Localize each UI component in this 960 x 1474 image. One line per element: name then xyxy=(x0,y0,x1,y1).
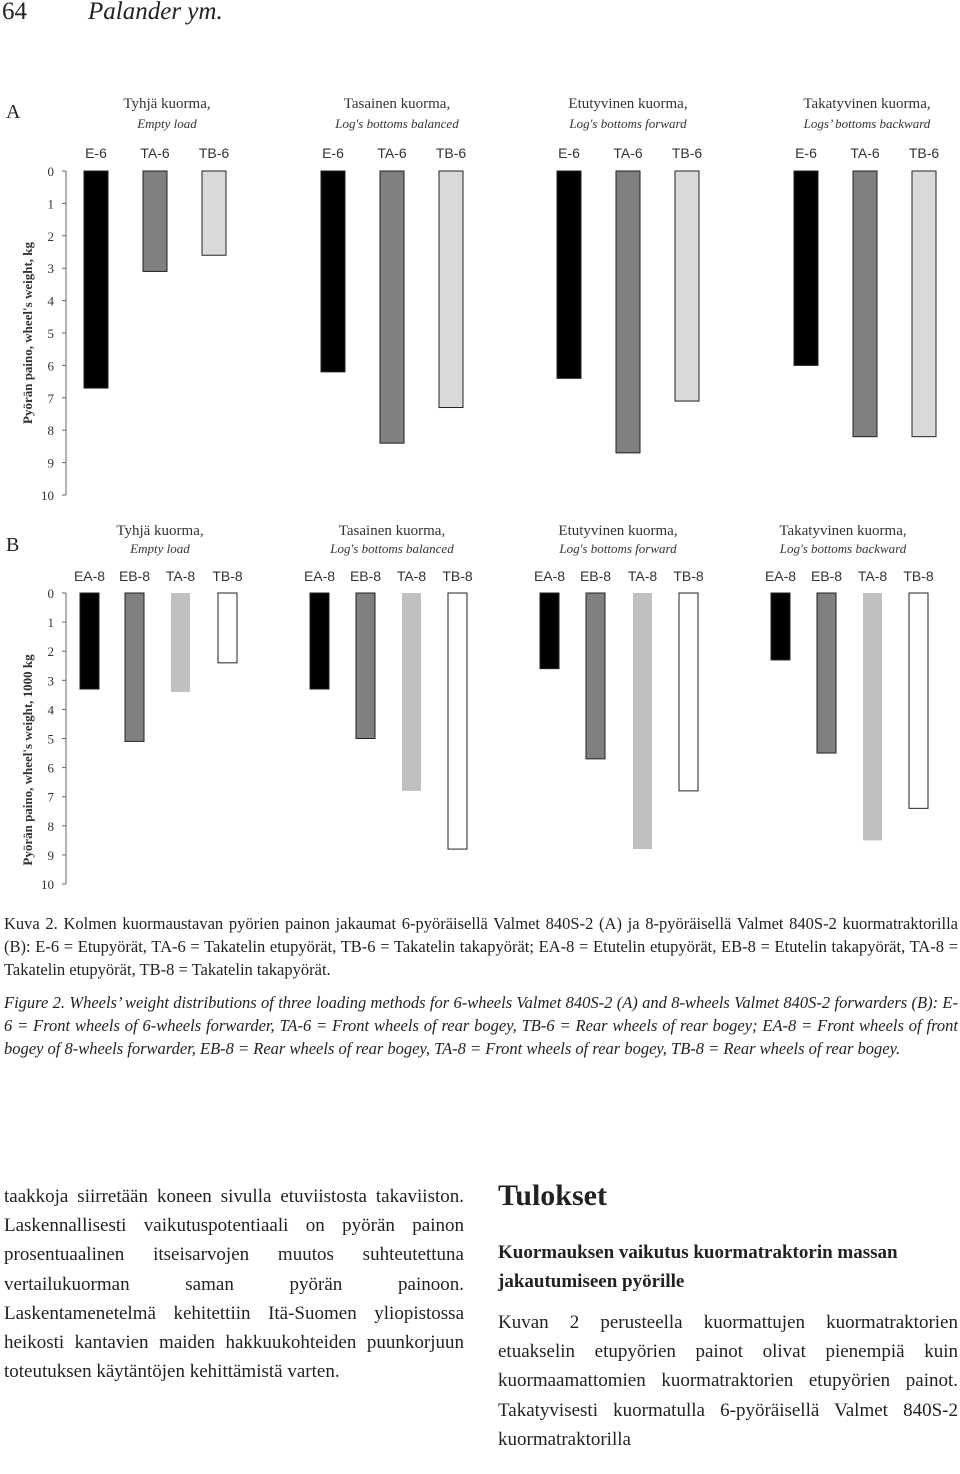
bar-tb-6 xyxy=(202,171,226,255)
category-label: EA-8 xyxy=(764,568,797,584)
bar-ta-8 xyxy=(863,593,882,840)
group-title: Tyhjä kuorma, xyxy=(116,523,204,539)
category-label: EA-8 xyxy=(73,568,106,584)
category-label: TA-8 xyxy=(165,568,196,584)
y-tick-label: 0 xyxy=(47,586,54,601)
y-axis-label: Pyörän paino, wheel's weight, kg xyxy=(20,241,35,425)
caption-fi-label: Kuva 2. xyxy=(4,914,58,933)
category-label: TA-8 xyxy=(396,568,427,584)
category-label: TB-8 xyxy=(212,568,243,584)
caption-english xyxy=(4,991,958,1060)
y-tick-label: 10 xyxy=(41,877,54,892)
category-label: EA-8 xyxy=(303,568,336,584)
body-left-column: taakkoja siirretään koneen sivulla etuviistosta takaviiston. Laskennallisesti vaikutuspotentiaali on pyörän painon prosentuaalinen itseisarvojen muutos suhteutettuna vertailukuorman saman pyörän painoon. Laskentamenetelmä kehitettiin Itä-Suomen yliopistossa heikosti kantavien maiden hakkuukohteiden puunkorjuun toteutuksen käytäntöjen kehittämistä varten. xyxy=(4,1186,464,1383)
group-title: Etutyvinen kuorma, xyxy=(568,96,688,112)
y-tick-label: 3 xyxy=(47,261,54,277)
y-tick-label: 9 xyxy=(47,455,54,471)
y-tick-label: 2 xyxy=(47,644,54,660)
bar-ta-8 xyxy=(633,593,652,849)
subsection-heading: Kuormauksen vaikutus kuormatraktorin massan jakautumiseen pyörille xyxy=(498,1242,898,1292)
bar-eb-8 xyxy=(356,593,375,739)
group-title: Tyhjä kuorma, xyxy=(123,96,211,112)
y-tick-label: 5 xyxy=(47,326,54,341)
caption-finnish xyxy=(4,912,958,981)
category-label: TA-6 xyxy=(377,145,407,161)
bar-ea-8 xyxy=(540,593,559,669)
bar-ea-8 xyxy=(80,593,99,689)
bar-eb-8 xyxy=(125,593,144,741)
page-number: 64 xyxy=(2,0,27,25)
category-label: TA-6 xyxy=(850,145,880,161)
category-label: TB-6 xyxy=(671,145,703,161)
y-tick-label: 2 xyxy=(47,228,54,244)
category-label: TB-8 xyxy=(442,568,473,584)
y-tick-label: 7 xyxy=(47,789,54,805)
group-subtitle: Empty load xyxy=(137,116,197,131)
category-label: EB-8 xyxy=(810,568,843,584)
bar-tb-8 xyxy=(679,593,698,791)
bar-ta-8 xyxy=(402,593,421,791)
category-label: TB-8 xyxy=(903,568,934,584)
category-label: TA-8 xyxy=(627,568,658,584)
y-axis-label: Pyörän paino, wheel's weight, 1000 kg xyxy=(20,654,35,866)
running-head-authors: Palander ym. xyxy=(88,0,223,25)
body-right-column xyxy=(498,1178,958,1454)
category-label: TA-6 xyxy=(140,145,170,161)
group-subtitle: Empty load xyxy=(130,541,190,556)
bar-eb-8 xyxy=(817,593,836,753)
y-tick-label: 3 xyxy=(47,673,54,689)
panel-label-A: A xyxy=(6,101,21,123)
category-label: EA-8 xyxy=(533,568,566,584)
group-title: Tasainen kuorma, xyxy=(343,96,451,112)
bar-ea-8 xyxy=(310,593,329,689)
bar-tb-6 xyxy=(439,171,463,408)
bar-tb-8 xyxy=(218,593,237,663)
y-tick-label: 1 xyxy=(47,196,54,212)
category-label: EB-8 xyxy=(349,568,382,584)
group-title: Etutyvinen kuorma, xyxy=(558,523,678,539)
y-tick-label: 8 xyxy=(47,818,54,834)
category-label: E-6 xyxy=(85,145,107,161)
category-label: TB-6 xyxy=(198,145,230,161)
bar-tb-6 xyxy=(675,171,699,401)
category-label: TB-6 xyxy=(908,145,940,161)
bar-ta-6 xyxy=(853,171,877,437)
y-tick-label: 0 xyxy=(47,164,54,179)
category-label: TB-8 xyxy=(673,568,704,584)
bar-e-6 xyxy=(321,171,345,372)
caption-en-text: Wheels’ weight distributions of three loading methods for 6-wheels Valmet 840S-2 (A) and 8-wheels Valmet 840S-2 forwarders (B): E-6 = Front wheels of 6-wheels forwarder, TA-6 = Front wheels of rear bogey, TB-6 = Rear wheels of rear bogey; EA-8 = Front wheels of front bogey of 8-wheels forwarder, EB-8 = Rear wheels of rear bogey, TA-8 = Front wheels of rear bogey, TB-8 = Rear wheels of rear bogey. xyxy=(4,993,959,1058)
caption-fi-text: Kolmen kuormaustavan pyörien painon jakaumat 6-pyöräisellä Valmet 840S-2 (A) ja 8-pyöräisellä Valmet 840S-2 kuormatraktorilla (B): E-6 = Etupyörät, TA-6 = Takatelin etupyörät, TB-6 = Takatelin takapyörät; EA-8 = Etutelin etupyörät, EB-8 = Etutelin takapyörät, TA-8 = Takatelin etupyörät, TB-8 = Takatelin takapyörät. xyxy=(4,914,958,979)
y-tick-label: 1 xyxy=(47,615,54,631)
group-subtitle: Log's bottoms balanced xyxy=(330,541,454,556)
group-subtitle: Log's bottoms forward xyxy=(559,541,677,556)
bar-tb-8 xyxy=(909,593,928,808)
group-title: Takatyvinen kuorma, xyxy=(803,96,931,112)
bar-ta-6 xyxy=(380,171,404,443)
section-heading: Tulokset xyxy=(498,1179,607,1212)
category-label: E-6 xyxy=(558,145,580,161)
bar-tb-8 xyxy=(448,593,467,849)
bar-ta-8 xyxy=(171,593,190,692)
y-tick-label: 10 xyxy=(41,488,54,503)
bar-tb-6 xyxy=(912,171,936,437)
group-subtitle: Log's bottoms backward xyxy=(779,541,907,556)
caption-en-label: Figure 2. xyxy=(4,993,65,1012)
y-tick-label: 9 xyxy=(47,847,54,863)
group-title: Tasainen kuorma, xyxy=(338,523,446,539)
panel-label-B: B xyxy=(6,534,20,556)
category-label: EB-8 xyxy=(579,568,612,584)
bar-ea-8 xyxy=(771,593,790,660)
bar-e-6 xyxy=(794,171,818,365)
category-label: TA-8 xyxy=(857,568,888,584)
group-title: Takatyvinen kuorma, xyxy=(779,523,907,539)
group-subtitle: Log's bottoms balanced xyxy=(335,116,459,131)
category-label: EB-8 xyxy=(118,568,151,584)
y-tick-label: 5 xyxy=(47,731,54,747)
bar-e-6 xyxy=(84,171,108,388)
bar-ta-6 xyxy=(616,171,640,453)
category-label: TA-6 xyxy=(613,145,643,161)
category-label: E-6 xyxy=(795,145,817,161)
figure-caption xyxy=(4,912,958,1060)
y-tick-label: 6 xyxy=(47,760,54,776)
y-tick-label: 7 xyxy=(47,390,54,406)
category-label: E-6 xyxy=(322,145,344,161)
y-tick-label: 6 xyxy=(47,358,54,374)
group-subtitle: Log's bottoms forward xyxy=(569,116,687,131)
y-tick-label: 4 xyxy=(47,702,54,718)
group-subtitle: Logs’ bottoms backward xyxy=(803,116,931,131)
category-label: TB-6 xyxy=(435,145,467,161)
y-tick-label: 8 xyxy=(47,423,54,439)
bar-e-6 xyxy=(557,171,581,378)
bar-eb-8 xyxy=(586,593,605,759)
body-right-paragraph: Kuvan 2 perusteella kuormattujen kuormatraktorien etuakselin etupyörien painot olivat pienempiä kuin kuormaamattomien kuormatraktorien etupyörien painot. Takatyvisesti kuormatulla 6-pyöräisellä Valmet 840S-2 kuormatraktorilla xyxy=(498,1312,958,1450)
y-tick-label: 4 xyxy=(47,293,54,309)
bar-ta-6 xyxy=(143,171,167,271)
